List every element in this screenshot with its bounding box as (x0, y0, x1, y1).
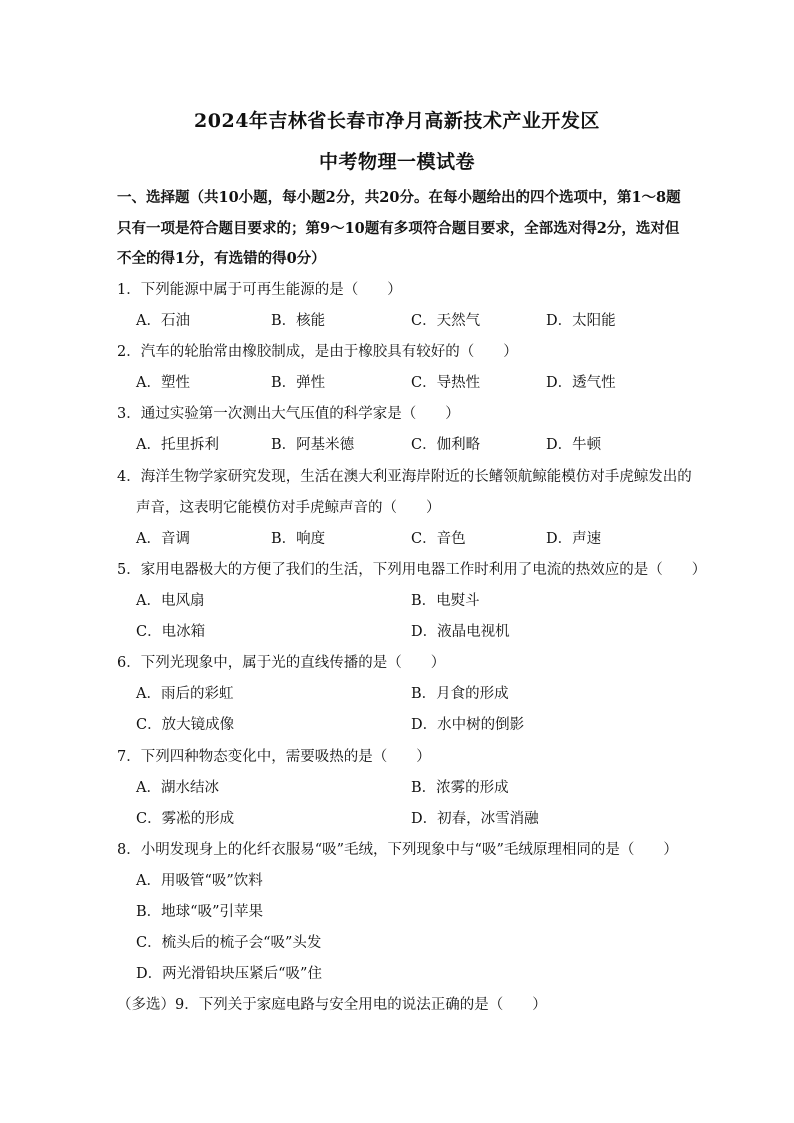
question-6-stem: 6．下列光现象中，属于光的直线传播的是（ ） (117, 655, 446, 671)
question-4-stem-cont: 声音，这表明它能模仿对手虎鲸声音的（ ） (136, 500, 441, 516)
question-5-option-b: B．电熨斗 (411, 593, 480, 609)
question-2-option-b: B．弹性 (271, 375, 326, 391)
question-5-stem: 5．家用电器极大的方便了我们的生活，下列用电器工作时利用了电流的热效应的是（ ） (117, 562, 707, 578)
section-intro-line: 只有一项是符合题目要求的；第9～10题有多项符合题目要求，全部选对得2分，选对但 (117, 220, 680, 237)
question-1-option-d: D．太阳能 (546, 313, 616, 329)
question-6-option-d: D．水中树的倒影 (411, 717, 525, 733)
question-2-option-d: D．透气性 (546, 375, 616, 391)
question-4-option-c: C．音色 (411, 531, 466, 547)
question-8-option-b: B．地球“吸”引苹果 (136, 904, 263, 920)
question-3-option-d: D．牛顿 (546, 437, 602, 453)
question-8-option-d: D．两光滑铅块压紧后“吸”住 (136, 966, 322, 982)
question-7-option-b: B．浓雾的形成 (411, 780, 509, 796)
question-8-option-a: A．用吸管“吸”饮料 (136, 873, 263, 889)
question-5-option-d: D．液晶电视机 (411, 624, 510, 640)
question-4-option-b: B．响度 (271, 531, 326, 547)
section-intro-line: 一、选择题（共10小题，每小题2分，共20分。在每小题给出的四个选项中，第1～8题 (117, 189, 681, 206)
question-3-option-a: A．托里拆利 (136, 437, 219, 453)
question-5-option-a: A．电风扇 (136, 593, 205, 609)
question-4-option-a: A．音调 (136, 531, 190, 547)
question-4-stem: 4．海洋生物学家研究发现，生活在澳大利亚海岸附近的长鳍领航鲸能模仿对手虎鲸发出的 (117, 469, 692, 485)
question-7-stem: 7．下列四种物态变化中，需要吸热的是（ ） (117, 749, 431, 765)
question-6-option-c: C．放大镜成像 (136, 717, 235, 733)
question-7-option-d: D．初春，冰雪消融 (411, 811, 539, 827)
question-3-option-c: C．伽利略 (411, 437, 481, 453)
question-5-option-c: C．电冰箱 (136, 624, 206, 640)
question-6-option-a: A．雨后的彩虹 (136, 686, 234, 702)
question-1-stem: 1．下列能源中属于可再生能源的是（ ） (117, 282, 402, 298)
question-7-option-c: C．雾凇的形成 (136, 811, 235, 827)
question-8-option-c: C．梳头后的梳子会“吸”头发 (136, 935, 322, 951)
question-8-stem: 8．小明发现身上的化纤衣服易“吸”毛绒，下列现象中与“吸”毛绒原理相同的是（ ） (117, 842, 678, 858)
page-title: 2024年吉林省长春市净月高新技术产业开发区 (194, 110, 600, 132)
question-7-option-a: A．湖水结冰 (136, 780, 219, 796)
question-9-stem: （多选）9．下列关于家庭电路与安全用电的说法正确的是（ ） (117, 997, 547, 1013)
question-3-option-b: B．阿基米德 (271, 437, 355, 453)
question-2-option-a: A．塑性 (136, 375, 190, 391)
question-4-option-d: D．声速 (546, 531, 602, 547)
question-1-option-a: A．石油 (136, 313, 190, 329)
question-3-stem: 3．通过实验第一次测出大气压值的科学家是（ ） (117, 406, 460, 422)
question-2-option-c: C．导热性 (411, 375, 481, 391)
section-intro-line: 不全的得1分，有选错的得0分） (117, 250, 326, 267)
page-subtitle: 中考物理一模试卷 (318, 151, 475, 173)
question-1-option-c: C．天然气 (411, 313, 481, 329)
question-6-option-b: B．月食的形成 (411, 686, 509, 702)
question-2-stem: 2．汽车的轮胎常由橡胶制成，是由于橡胶具有较好的（ ） (117, 344, 518, 360)
question-1-option-b: B．核能 (271, 313, 326, 329)
